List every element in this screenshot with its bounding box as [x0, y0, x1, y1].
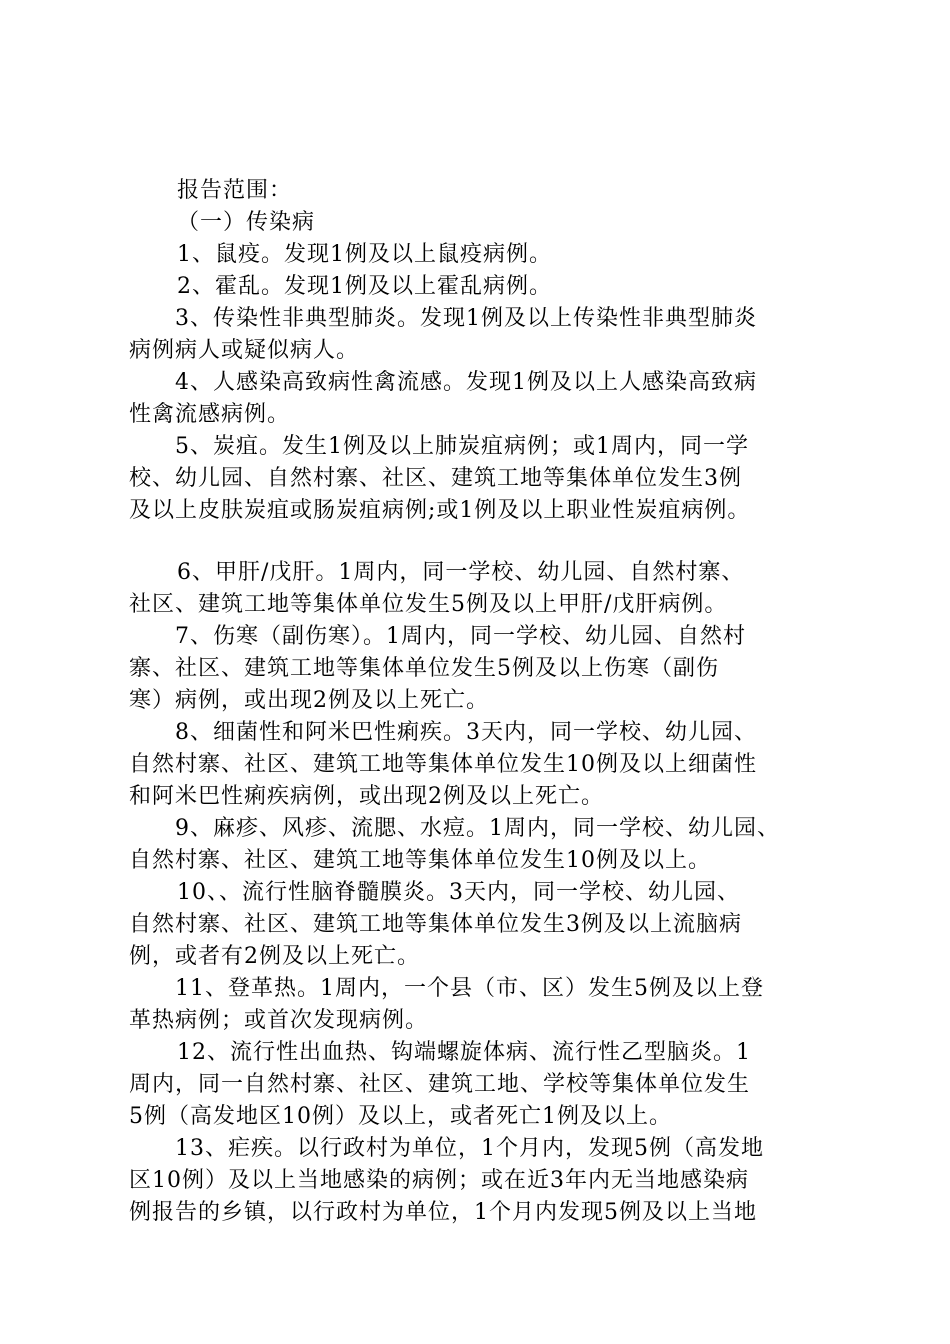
- item-line: 自然村寨、社区、建筑工地等集体单位发生10例及以上。: [129, 848, 711, 873]
- item-plague: [129, 239, 835, 271]
- item-line: 3、传染性非典型肺炎。发现1例及以上传染性非典型肺炎: [175, 306, 757, 331]
- item-line: 12、流行性出血热、钩端螺旋体病、流行性乙型脑炎。1: [177, 1040, 751, 1065]
- document-body: [129, 175, 835, 1229]
- item-dysentery: [129, 717, 835, 813]
- item-hemorrhagic-fever: [129, 1037, 835, 1133]
- item-line: 性禽流感病例。: [129, 402, 291, 427]
- item-dengue: [129, 973, 835, 1037]
- item-line: 校、幼儿园、自然村寨、社区、建筑工地等集体单位发生3例: [129, 466, 742, 491]
- item-line: 11、登革热。1周内，一个县（市、区）发生5例及以上登: [175, 976, 764, 1001]
- item-line: 5、炭疽。发生1例及以上肺炭疽病例；或1周内，同一学: [175, 434, 749, 459]
- item-typhoid: [129, 621, 835, 717]
- item-line: 13、疟疾。以行政村为单位，1个月内，发现5例（高发地: [175, 1136, 764, 1161]
- item-line: 和阿米巴性痢疾病例，或出现2例及以上死亡。: [129, 784, 604, 809]
- item-line: 革热病例；或首次发现病例。: [129, 1008, 429, 1033]
- report-scope-heading: 报告范围：: [177, 178, 293, 203]
- item-line: 8、细菌性和阿米巴性痢疾。3天内，同一学校、幼儿园、: [175, 720, 757, 745]
- item-line: 2、霍乱。发现1例及以上霍乱病例。: [177, 274, 552, 299]
- item-line: 7、伤寒（副伤寒）。1周内，同一学校、幼儿园、自然村: [175, 624, 746, 649]
- item-line: 5例（高发地区10例）及以上，或者死亡1例及以上。: [129, 1104, 672, 1129]
- item-sars: [129, 303, 835, 367]
- item-line: 6、甲肝/戊肝。1周内，同一学校、幼儿园、自然村寨、: [177, 560, 745, 585]
- item-cholera: [129, 271, 835, 303]
- section-heading-infectious-disease: （一）传染病: [177, 210, 316, 235]
- item-line: 寒）病例，或出现2例及以上死亡。: [129, 688, 489, 713]
- item-line: 自然村寨、社区、建筑工地等集体单位发生10例及以上细菌性: [129, 752, 757, 777]
- item-measles: [129, 813, 835, 877]
- item-line: 寨、社区、建筑工地等集体单位发生5例及以上伤寒（副伤: [129, 656, 719, 681]
- item-line: 例，或者有2例及以上死亡。: [129, 944, 420, 969]
- item-line: 10、、流行性脑脊髓膜炎。3天内，同一学校、幼儿园、: [177, 880, 740, 905]
- item-line: 病例病人或疑似病人。: [129, 338, 360, 363]
- item-malaria: [129, 1133, 835, 1229]
- item-line: 及以上皮肤炭疽或肠炭疽病例;或1例及以上职业性炭疽病例。: [129, 498, 751, 523]
- item-avian-influenza: [129, 367, 835, 431]
- item-line: 1、鼠疫。发现1例及以上鼠疫病例。: [177, 242, 552, 267]
- item-line: 社区、建筑工地等集体单位发生5例及以上甲肝/戊肝病例。: [129, 592, 728, 617]
- item-line: 4、人感染高致病性禽流感。发现1例及以上人感染高致病: [175, 370, 757, 395]
- item-line: 区10例）及以上当地感染的病例；或在近3年内无当地感染病: [129, 1168, 749, 1193]
- item-line: 自然村寨、社区、建筑工地等集体单位发生3例及以上流脑病: [129, 912, 742, 937]
- paragraph-gap: [129, 527, 835, 557]
- item-hepatitis: [129, 557, 835, 621]
- item-meningitis: [129, 877, 835, 973]
- item-anthrax: [129, 431, 835, 527]
- item-line: 9、麻疹、风疹、流腮、水痘。1周内，同一学校、幼儿园、: [175, 816, 780, 841]
- item-line: 周内，同一自然村寨、社区、建筑工地、学校等集体单位发生: [129, 1072, 751, 1097]
- item-line: 例报告的乡镇，以行政村为单位，1个月内发现5例及以上当地: [129, 1200, 757, 1225]
